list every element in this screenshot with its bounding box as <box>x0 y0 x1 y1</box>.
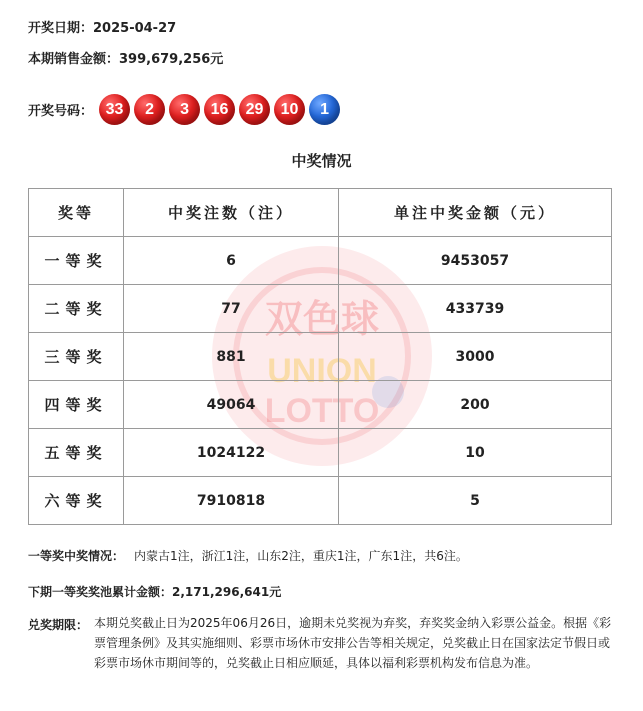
header-amount: 单注中奖金额（元） <box>339 189 612 237</box>
prize-table <box>28 188 612 525</box>
watermark-en1: UNION <box>267 352 377 390</box>
winner-count: 881 <box>124 333 339 381</box>
prize-level: 四等奖 <box>29 381 124 429</box>
section-title: 中奖情况 <box>291 152 352 170</box>
table-row <box>29 333 612 381</box>
claim-deadline-label: 兑奖期限： <box>28 618 89 632</box>
prize-amount: 433739 <box>339 285 612 333</box>
sales-amount <box>28 48 223 67</box>
red-ball: 29 <box>239 94 270 125</box>
prize-level: 一等奖 <box>29 237 124 285</box>
number-balls <box>99 94 340 125</box>
winning-numbers <box>28 94 340 125</box>
prize-level: 二等奖 <box>29 285 124 333</box>
watermark-cn: 双色球 <box>264 297 380 341</box>
header-count: 中奖注数（注） <box>124 189 339 237</box>
first-prize-winners <box>28 547 468 564</box>
prize-level: 五等奖 <box>29 429 124 477</box>
blue-ball: 1 <box>309 94 340 125</box>
winner-count: 7910818 <box>124 477 339 525</box>
red-ball: 10 <box>274 94 305 125</box>
prize-level: 六等奖 <box>29 477 124 525</box>
prize-amount: 9453057 <box>339 237 612 285</box>
watermark-en2: LOTTO <box>264 392 380 430</box>
table-row <box>29 429 612 477</box>
first-prize-winners-label: 一等奖中奖情况： <box>28 549 125 563</box>
first-prize-winners-value: 内蒙古1注，浙江1注，山东2注，重庆1注，广东1注，共6注。 <box>134 549 468 563</box>
table-row <box>29 285 612 333</box>
winner-count: 77 <box>124 285 339 333</box>
draw-date-value: 2025-04-27 <box>93 21 177 36</box>
draw-date <box>28 17 176 36</box>
draw-date-label: 开奖日期： <box>28 21 94 36</box>
prize-amount: 200 <box>339 381 612 429</box>
winner-count: 1024122 <box>124 429 339 477</box>
table-row <box>29 381 612 429</box>
sales-value: 399,679,256元 <box>119 52 224 67</box>
red-ball: 33 <box>99 94 130 125</box>
claim-deadline <box>28 616 618 673</box>
prize-level: 三等奖 <box>29 333 124 381</box>
prize-amount: 3000 <box>339 333 612 381</box>
sales-label: 本期销售金额： <box>28 52 120 67</box>
table-row <box>29 477 612 525</box>
winner-count: 49064 <box>124 381 339 429</box>
winning-numbers-label: 开奖号码： <box>28 104 94 119</box>
prize-pool <box>28 583 281 600</box>
red-ball: 2 <box>134 94 165 125</box>
prize-pool-value: 2,171,296,641元 <box>172 585 282 599</box>
header-level: 奖等 <box>29 189 124 237</box>
table-header-row <box>29 189 612 237</box>
prize-amount: 10 <box>339 429 612 477</box>
claim-deadline-text: 本期兑奖截止日为2025年06月26日，逾期未兑奖视为弃奖，弃奖奖金纳入彩票公益金。根据《彩票管理条例》及其实施细则、彩票市场休市安排公告等相关规定，兑奖截止日在国家法定节假日或彩票市场休市期间等的，兑奖截止日相应顺延，具体以福利彩票机构发布信息为准。 <box>94 616 612 670</box>
prize-amount: 5 <box>339 477 612 525</box>
prize-pool-label: 下期一等奖奖池累计金额： <box>28 585 173 599</box>
table-row <box>29 237 612 285</box>
winner-count: 6 <box>124 237 339 285</box>
red-ball: 16 <box>204 94 235 125</box>
red-ball: 3 <box>169 94 200 125</box>
